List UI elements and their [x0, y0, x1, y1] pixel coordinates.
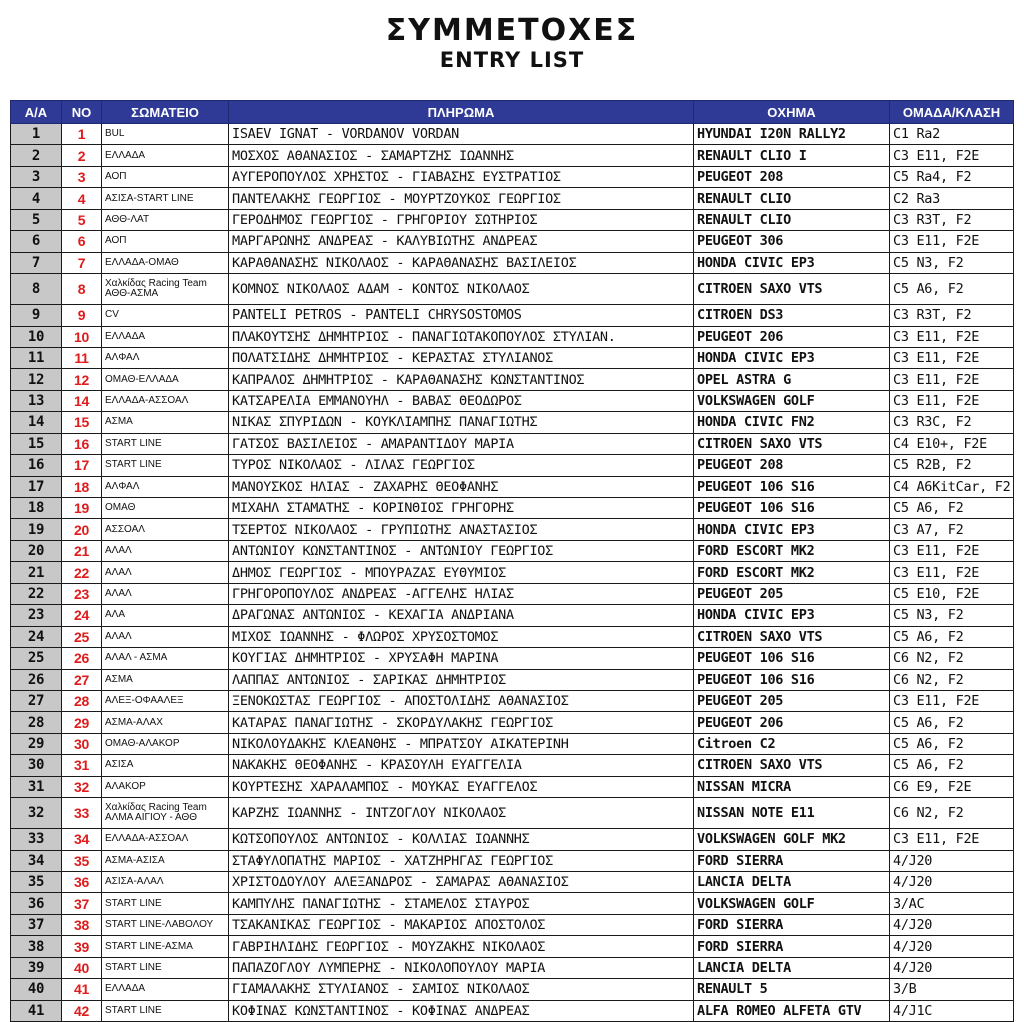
entry-club: ΑΣΣΟΑΛ — [102, 519, 229, 540]
entry-class: C3 E11, F2E — [890, 326, 1014, 347]
entry-number: 34 — [62, 829, 102, 850]
column-header-aa: Α/Α — [11, 101, 62, 124]
entry-class: 4/J20 — [890, 957, 1014, 978]
entry-class: C5 A6, F2 — [890, 626, 1014, 647]
table-row — [11, 979, 1014, 1000]
entry-number: 16 — [62, 433, 102, 454]
entry-club: ΑΛΑΛ — [102, 540, 229, 561]
table-row — [11, 850, 1014, 871]
entry-crew: ΤΣΑΚΑΝΙΚΑΣ ΓΕΩΡΓΙΟΣ - ΜΑΚΑΡΙΟΣ ΑΠΟΣΤΟΛΟΣ — [229, 914, 694, 935]
entry-number: 17 — [62, 455, 102, 476]
entry-club: ΑΛΦΑΛ — [102, 347, 229, 368]
entry-position: 22 — [11, 583, 62, 604]
entry-class: C3 E11, F2E — [890, 369, 1014, 390]
entry-class: 4/J20 — [890, 872, 1014, 893]
entry-position: 7 — [11, 252, 62, 273]
entry-number: 3 — [62, 166, 102, 187]
entry-club: ΕΛΛΑΔΑ-ΑΣΣΟΑΛ — [102, 829, 229, 850]
entry-position: 3 — [11, 166, 62, 187]
entry-car: OPEL ASTRA G — [694, 369, 890, 390]
entry-number: 32 — [62, 776, 102, 797]
entry-club: START LINE — [102, 433, 229, 454]
entry-club: ΑΟΠ — [102, 231, 229, 252]
entry-car: RENAULT 5 — [694, 979, 890, 1000]
entry-car: PEUGEOT 205 — [694, 690, 890, 711]
entry-club: Χαλκίδας Racing Team ΑΛΜΑ ΑΙΓΙΟΥ - ΑΘΘ — [102, 798, 229, 829]
entry-car: RENAULT CLIO I — [694, 145, 890, 166]
entry-position: 4 — [11, 188, 62, 209]
entry-car: CITROEN SAXO VTS — [694, 274, 890, 305]
entry-number: 26 — [62, 648, 102, 669]
table-row — [11, 893, 1014, 914]
entry-car: FORD ESCORT MK2 — [694, 562, 890, 583]
entry-club: ΑΣΜΑ-ΑΛΑΧ — [102, 712, 229, 733]
entry-crew: ΠΑΝΤΕΛΑΚΗΣ ΓΕΩΡΓΙΟΣ - ΜΟΥΡΤΖΟΥΚΟΣ ΓΕΩΡΓΙΟΣ — [229, 188, 694, 209]
entry-crew: ΠΑΠΑΖΟΓΛΟΥ ΛΥΜΠΕΡΗΣ - ΝΙΚΟΛΟΠΟΥΛΟΥ ΜΑΡΙΑ — [229, 957, 694, 978]
entry-crew: ΧΡΙΣΤΟΔΟΥΛΟΥ ΑΛΕΞΑΝΔΡΟΣ - ΣΑΜΑΡΑΣ ΑΘΑΝΑΣΙΟΣ — [229, 872, 694, 893]
entry-position: 8 — [11, 274, 62, 305]
entry-position: 17 — [11, 476, 62, 497]
entry-club: ΟΜΑΘ-ΑΛΑΚΟΡ — [102, 733, 229, 754]
entry-club: ΕΛΛΑΔΑ-ΑΣΣΟΑΛ — [102, 390, 229, 411]
entry-car: PEUGEOT 106 S16 — [694, 648, 890, 669]
entry-car: HONDA CIVIC EP3 — [694, 347, 890, 368]
entry-class: C5 A6, F2 — [890, 274, 1014, 305]
entry-crew: PANTELI PETROS - PANTELI CHRYSOSTOMOS — [229, 305, 694, 326]
table-row — [11, 433, 1014, 454]
entry-number: 25 — [62, 626, 102, 647]
entry-position: 20 — [11, 540, 62, 561]
entry-crew: ΑΥΓΕΡΟΠΟΥΛΟΣ ΧΡΗΣΤΟΣ - ΓΙΑΒΑΣΗΣ ΕΥΣΤΡΑΤΙΟΣ — [229, 166, 694, 187]
entry-club: ΕΛΛΑΔΑ — [102, 979, 229, 1000]
entry-crew: ΣΤΑΦΥΛΟΠΑΤΗΣ ΜΑΡΙΟΣ - ΧΑΤΖΗΡΗΓΑΣ ΓΕΩΡΓΙΟΣ — [229, 850, 694, 871]
table-row — [11, 648, 1014, 669]
table-row — [11, 626, 1014, 647]
entry-number: 14 — [62, 390, 102, 411]
column-header-car: ΟΧΗΜΑ — [694, 101, 890, 124]
entry-position: 25 — [11, 648, 62, 669]
entry-crew: ΚΑΜΠΥΛΗΣ ΠΑΝΑΓΙΩΤΗΣ - ΣΤΑΜΕΛΟΣ ΣΤΑΥΡΟΣ — [229, 893, 694, 914]
entry-position: 32 — [11, 798, 62, 829]
entry-car: FORD SIERRA — [694, 936, 890, 957]
table-row — [11, 476, 1014, 497]
entry-position: 21 — [11, 562, 62, 583]
table-row — [11, 540, 1014, 561]
entry-crew: ΜΑΡΓΑΡΩΝΗΣ ΑΝΔΡΕΑΣ - ΚΑΛΥΒΙΩΤΗΣ ΑΝΔΡΕΑΣ — [229, 231, 694, 252]
entry-number: 18 — [62, 476, 102, 497]
title-block — [0, 14, 1024, 72]
table-row — [11, 519, 1014, 540]
table-row — [11, 326, 1014, 347]
entry-club: ΑΣΙΣΑ-ΑΛΑΛ — [102, 872, 229, 893]
entry-car: PEUGEOT 106 S16 — [694, 498, 890, 519]
table-row — [11, 914, 1014, 935]
entry-position: 6 — [11, 231, 62, 252]
entry-crew: ISAEV IGNAT - VORDANOV VORDAN — [229, 124, 694, 145]
entry-position: 30 — [11, 755, 62, 776]
entry-class: C5 A6, F2 — [890, 733, 1014, 754]
entry-position: 23 — [11, 605, 62, 626]
entry-number: 6 — [62, 231, 102, 252]
table-row — [11, 369, 1014, 390]
entry-position: 1 — [11, 124, 62, 145]
entry-car: LANCIA DELTA — [694, 872, 890, 893]
entry-class: C1 Ra2 — [890, 124, 1014, 145]
entry-class: C5 N3, F2 — [890, 252, 1014, 273]
entry-crew: ΝΑΚΑΚΗΣ ΘΕΟΦΑΝΗΣ - ΚΡΑΣΟΥΛΗ ΕΥΑΓΓΕΛΙΑ — [229, 755, 694, 776]
entry-number: 9 — [62, 305, 102, 326]
entry-position: 5 — [11, 209, 62, 230]
entry-club: START LINE — [102, 1000, 229, 1021]
entry-club: ΑΛΑΛ — [102, 626, 229, 647]
entry-crew: ΓΕΡΟΔΗΜΟΣ ΓΕΩΡΓΙΟΣ - ΓΡΗΓΟΡΙΟΥ ΣΩΤΗΡΙΟΣ — [229, 209, 694, 230]
table-row — [11, 776, 1014, 797]
entry-position: 38 — [11, 936, 62, 957]
entry-club: ΑΛΕΞ-ΟΦΑΑΛΕΞ — [102, 690, 229, 711]
entry-class: C3 E11, F2E — [890, 390, 1014, 411]
entry-car: CITROEN SAXO VTS — [694, 626, 890, 647]
entry-car: FORD ESCORT MK2 — [694, 540, 890, 561]
table-body — [11, 124, 1014, 1022]
entry-position: 13 — [11, 390, 62, 411]
entry-club: START LINE — [102, 957, 229, 978]
entry-number: 42 — [62, 1000, 102, 1021]
entry-crew: ΠΟΛΑΤΣΙΔΗΣ ΔΗΜΗΤΡΙΟΣ - ΚΕΡΑΣΤΑΣ ΣΤΥΛΙΑΝΟΣ — [229, 347, 694, 368]
table-row — [11, 124, 1014, 145]
entry-class: C5 A6, F2 — [890, 498, 1014, 519]
column-header-no: NO — [62, 101, 102, 124]
entry-position: 2 — [11, 145, 62, 166]
entry-number: 28 — [62, 690, 102, 711]
entry-position: 19 — [11, 519, 62, 540]
entry-crew: ΜΟΣΧΟΣ ΑΘΑΝΑΣΙΟΣ - ΣΑΜΑΡΤΖΗΣ ΙΩΑΝΝΗΣ — [229, 145, 694, 166]
entry-club: ΑΣΜΑ — [102, 669, 229, 690]
entry-crew: ΓΙΑΜΑΛΑΚΗΣ ΣΤΥΛΙΑΝΟΣ - ΣΑΜΙΟΣ ΝΙΚΟΛΑΟΣ — [229, 979, 694, 1000]
entry-car: FORD SIERRA — [694, 914, 890, 935]
entry-crew: ΚΟΜΝΟΣ ΝΙΚΟΛΑΟΣ ΑΔΑΜ - ΚΟΝΤΟΣ ΝΙΚΟΛΑΟΣ — [229, 274, 694, 305]
entry-club: ΑΣΜΑ-ΑΣΙΣΑ — [102, 850, 229, 871]
entry-car: HONDA CIVIC EP3 — [694, 605, 890, 626]
entry-number: 20 — [62, 519, 102, 540]
entry-number: 2 — [62, 145, 102, 166]
entry-number: 33 — [62, 798, 102, 829]
entry-number: 8 — [62, 274, 102, 305]
entry-crew: ΚΑΡΑΘΑΝΑΣΗΣ ΝΙΚΟΛΑΟΣ - ΚΑΡΑΘΑΝΑΣΗΣ ΒΑΣΙΛΕΙΟΣ — [229, 252, 694, 273]
entry-car: VOLKSWAGEN GOLF — [694, 893, 890, 914]
page-subtitle: ENTRY LIST — [439, 48, 585, 72]
entry-position: 10 — [11, 326, 62, 347]
entry-crew: ΚΩΤΣΟΠΟΥΛΟΣ ΑΝΤΩΝΙΟΣ - ΚΟΛΛΙΑΣ ΙΩΑΝΝΗΣ — [229, 829, 694, 850]
entry-car: FORD SIERRA — [694, 850, 890, 871]
entry-position: 11 — [11, 347, 62, 368]
entry-position: 33 — [11, 829, 62, 850]
entry-position: 18 — [11, 498, 62, 519]
entry-club: ΑΛΑΛ - ΑΣΜΑ — [102, 648, 229, 669]
table-row — [11, 690, 1014, 711]
entry-crew: ΝΙΚΑΣ ΣΠΥΡΙΔΩΝ - ΚΟΥΚΛΙΑΜΠΗΣ ΠΑΝΑΓΙΩΤΗΣ — [229, 412, 694, 433]
entry-class: C5 Ra4, F2 — [890, 166, 1014, 187]
entry-car: PEUGEOT 106 S16 — [694, 476, 890, 497]
entry-crew: ΔΡΑΓΩΝΑΣ ΑΝΤΩΝΙΟΣ - ΚΕΧΑΓΙΑ ΑΝΔΡΙΑΝΑ — [229, 605, 694, 626]
entry-list-table — [10, 100, 1014, 1022]
entry-car: PEUGEOT 306 — [694, 231, 890, 252]
entry-crew: ΠΛΑΚΟΥΤΣΗΣ ΔΗΜΗΤΡΙΟΣ - ΠΑΝΑΓΙΩΤΑΚΟΠΟΥΛΟΣ ΣΤΥΛΙΑΝ. — [229, 326, 694, 347]
entry-class: C3 R3T, F2 — [890, 305, 1014, 326]
entry-club: ΑΣΙΣΑ-START LINE — [102, 188, 229, 209]
entry-number: 12 — [62, 369, 102, 390]
table-row — [11, 347, 1014, 368]
entry-car: HONDA CIVIC EP3 — [694, 252, 890, 273]
table-row — [11, 712, 1014, 733]
entry-class: 4/J1C — [890, 1000, 1014, 1021]
entry-crew: ΚΟΥΓΙΑΣ ΔΗΜΗΤΡΙΟΣ - ΧΡΥΣΑΦΗ ΜΑΡΙΝΑ — [229, 648, 694, 669]
entry-class: C2 Ra3 — [890, 188, 1014, 209]
entry-club: ΑΣΙΣΑ — [102, 755, 229, 776]
entry-class: C3 R3T, F2 — [890, 209, 1014, 230]
entry-number: 41 — [62, 979, 102, 1000]
entry-class: C3 E11, F2E — [890, 347, 1014, 368]
entry-number: 37 — [62, 893, 102, 914]
table-row — [11, 188, 1014, 209]
table-row — [11, 231, 1014, 252]
entry-car: PEUGEOT 206 — [694, 712, 890, 733]
entry-club: ΑΛΦΑΛ — [102, 476, 229, 497]
entry-club: ΑΟΠ — [102, 166, 229, 187]
entry-crew: ΓΑΤΣΟΣ ΒΑΣΙΛΕΙΟΣ - ΑΜΑΡΑΝΤΙΔΟΥ ΜΑΡΙΑ — [229, 433, 694, 454]
entry-position: 31 — [11, 776, 62, 797]
table-row — [11, 166, 1014, 187]
entry-number: 19 — [62, 498, 102, 519]
entry-number: 11 — [62, 347, 102, 368]
entry-car: VOLKSWAGEN GOLF MK2 — [694, 829, 890, 850]
entry-number: 29 — [62, 712, 102, 733]
entry-club: START LINE-ΛΑΒΟΛΟΥ — [102, 914, 229, 935]
entry-class: C3 E11, F2E — [890, 562, 1014, 583]
entry-crew: ΜΑΝΟΥΣΚΟΣ ΗΛΙΑΣ - ΖΑΧΑΡΗΣ ΘΕΟΦΑΝΗΣ — [229, 476, 694, 497]
column-header-club: ΣΩΜΑΤΕΙΟ — [102, 101, 229, 124]
entry-class: 4/J20 — [890, 914, 1014, 935]
entry-crew: ΚΟΥΡΤΕΣΗΣ ΧΑΡΑΛΑΜΠΟΣ - ΜΟΥΚΑΣ ΕΥΑΓΓΕΛΟΣ — [229, 776, 694, 797]
entry-position: 37 — [11, 914, 62, 935]
entry-class: C3 E11, F2E — [890, 145, 1014, 166]
table-row — [11, 455, 1014, 476]
table-row — [11, 305, 1014, 326]
entry-number: 24 — [62, 605, 102, 626]
entry-car: LANCIA DELTA — [694, 957, 890, 978]
table-row — [11, 1000, 1014, 1021]
table-row — [11, 957, 1014, 978]
entry-class: C5 R2B, F2 — [890, 455, 1014, 476]
entry-class: C5 E10, F2E — [890, 583, 1014, 604]
entry-club: ΟΜΑΘ — [102, 498, 229, 519]
entry-crew: ΜΙΧΑΗΛ ΣΤΑΜΑΤΗΣ - ΚΟΡΙΝΘΙΟΣ ΓΡΗΓΟΡΗΣ — [229, 498, 694, 519]
entry-club: START LINE-ΑΣΜΑ — [102, 936, 229, 957]
entry-position: 40 — [11, 979, 62, 1000]
entry-number: 23 — [62, 583, 102, 604]
entry-crew: ΑΝΤΩΝΙΟΥ ΚΩΝΣΤΑΝΤΙΝΟΣ - ΑΝΤΩΝΙΟΥ ΓΕΩΡΓΙΟΣ — [229, 540, 694, 561]
entry-number: 7 — [62, 252, 102, 273]
entry-class: C5 A6, F2 — [890, 712, 1014, 733]
entry-number: 39 — [62, 936, 102, 957]
entry-club: ΑΘΘ-ΛΑΤ — [102, 209, 229, 230]
entry-car: CITROEN SAXO VTS — [694, 755, 890, 776]
entry-club: ΕΛΛΑΔΑ-ΟΜΑΘ — [102, 252, 229, 273]
entry-class: C4 A6KitCar, F2 — [890, 476, 1014, 497]
table-row — [11, 274, 1014, 305]
entry-car: CITROEN SAXO VTS — [694, 433, 890, 454]
entry-number: 15 — [62, 412, 102, 433]
entry-crew: ΜΙΧΟΣ ΙΩΑΝΝΗΣ - ΦΛΩΡΟΣ ΧΡΥΣΟΣΤΟΜΟΣ — [229, 626, 694, 647]
table-header-row — [11, 101, 1014, 124]
entry-class: 4/J20 — [890, 850, 1014, 871]
entry-position: 27 — [11, 690, 62, 711]
entry-car: NISSAN MICRA — [694, 776, 890, 797]
entry-car: PEUGEOT 208 — [694, 455, 890, 476]
entry-class: 4/J20 — [890, 936, 1014, 957]
entry-car: PEUGEOT 205 — [694, 583, 890, 604]
entry-crew: ΚΟΦΙΝΑΣ ΚΩΝΣΤΑΝΤΙΝΟΣ - ΚΟΦΙΝΑΣ ΑΝΔΡΕΑΣ — [229, 1000, 694, 1021]
entry-position: 24 — [11, 626, 62, 647]
entry-number: 21 — [62, 540, 102, 561]
entry-class: C3 E11, F2E — [890, 540, 1014, 561]
entry-crew: ΤΥΡΟΣ ΝΙΚΟΛΑΟΣ - ΛΙΛΑΣ ΓΕΩΡΓΙΟΣ — [229, 455, 694, 476]
entry-crew: ΚΑΤΑΡΑΣ ΠΑΝΑΓΙΩΤΗΣ - ΣΚΟΡΔΥΛΑΚΗΣ ΓΕΩΡΓΙΟΣ — [229, 712, 694, 733]
entry-crew: ΚΑΡΖΗΣ ΙΩΑΝΝΗΣ - ΙΝΤΖΟΓΛΟΥ ΝΙΚΟΛΑΟΣ — [229, 798, 694, 829]
entry-number: 5 — [62, 209, 102, 230]
entry-club: ΕΛΛΑΔΑ — [102, 326, 229, 347]
entry-number: 36 — [62, 872, 102, 893]
table-row — [11, 583, 1014, 604]
entry-number: 40 — [62, 957, 102, 978]
table-row — [11, 562, 1014, 583]
entry-car: CITROEN DS3 — [694, 305, 890, 326]
entry-class: 3/B — [890, 979, 1014, 1000]
entry-position: 39 — [11, 957, 62, 978]
table-row — [11, 798, 1014, 829]
entry-number: 27 — [62, 669, 102, 690]
entry-class: C3 A7, F2 — [890, 519, 1014, 540]
entry-class: C6 N2, F2 — [890, 798, 1014, 829]
entry-club: ΕΛΛΑΔΑ — [102, 145, 229, 166]
entry-number: 35 — [62, 850, 102, 871]
entry-position: 26 — [11, 669, 62, 690]
entry-number: 1 — [62, 124, 102, 145]
table-row — [11, 145, 1014, 166]
entry-class: C3 E11, F2E — [890, 690, 1014, 711]
entry-crew: ΓΑΒΡΙΗΛΙΔΗΣ ΓΕΩΡΓΙΟΣ - ΜΟΥΖΑΚΗΣ ΝΙΚΟΛΑΟΣ — [229, 936, 694, 957]
entry-position: 35 — [11, 872, 62, 893]
entry-class: C5 N3, F2 — [890, 605, 1014, 626]
table-row — [11, 605, 1014, 626]
table-row — [11, 252, 1014, 273]
entry-position: 9 — [11, 305, 62, 326]
entry-class: C6 E9, F2E — [890, 776, 1014, 797]
entry-club: ΑΛΑΛ — [102, 583, 229, 604]
entry-crew: ΝΙΚΟΛΟΥΔΑΚΗΣ ΚΛΕΑΝΘΗΣ - ΜΠΡΑΤΣΟΥ ΑΙΚΑΤΕΡΙΝΗ — [229, 733, 694, 754]
entry-car: VOLKSWAGEN GOLF — [694, 390, 890, 411]
entry-number: 10 — [62, 326, 102, 347]
entry-crew: ΓΡΗΓΟΡΟΠΟΥΛΟΣ ΑΝΔΡΕΑΣ -ΑΓΓΕΛΗΣ ΗΛΙΑΣ — [229, 583, 694, 604]
entry-position: 36 — [11, 893, 62, 914]
entry-class: 3/AC — [890, 893, 1014, 914]
entry-position: 15 — [11, 433, 62, 454]
table-row — [11, 209, 1014, 230]
entry-crew: ΚΑΤΣΑΡΕΛΙΑ ΕΜΜΑΝΟΥΗΛ - ΒΑΒΑΣ ΘΕΟΔΩΡΟΣ — [229, 390, 694, 411]
entry-club: ΑΛΑΚΟΡ — [102, 776, 229, 797]
table-row — [11, 936, 1014, 957]
entry-crew: ΞΕΝΟΚΩΣΤΑΣ ΓΕΩΡΓΙΟΣ - ΑΠΟΣΤΟΛΙΔΗΣ ΑΘΑΝΑΣΙΟΣ — [229, 690, 694, 711]
column-header-crew: ΠΛΗΡΩΜΑ — [229, 101, 694, 124]
entry-club: Χαλκίδας Racing Team ΑΘΘ-ΑΣΜΑ — [102, 274, 229, 305]
column-header-class: ΟΜΑΔΑ/ΚΛΑΣΗ — [890, 101, 1014, 124]
entry-class: C6 N2, F2 — [890, 669, 1014, 690]
entry-number: 22 — [62, 562, 102, 583]
entry-club: CV — [102, 305, 229, 326]
entry-car: PEUGEOT 208 — [694, 166, 890, 187]
table-row — [11, 498, 1014, 519]
entry-position: 28 — [11, 712, 62, 733]
entry-class: C3 E11, F2E — [890, 829, 1014, 850]
entry-crew: ΤΣΕΡΤΟΣ ΝΙΚΟΛΑΟΣ - ΓΡΥΠΙΩΤΗΣ ΑΝΑΣΤΑΣΙΟΣ — [229, 519, 694, 540]
entry-class: C4 E10+, F2E — [890, 433, 1014, 454]
table-row — [11, 872, 1014, 893]
entry-club: START LINE — [102, 455, 229, 476]
entry-club: ΟΜΑΘ-ΕΛΛΑΔΑ — [102, 369, 229, 390]
entry-position: 41 — [11, 1000, 62, 1021]
entry-club: START LINE — [102, 893, 229, 914]
entry-car: PEUGEOT 106 S16 — [694, 669, 890, 690]
table-row — [11, 390, 1014, 411]
table-row — [11, 669, 1014, 690]
entry-number: 4 — [62, 188, 102, 209]
entry-car: HYUNDAI I20N RALLY2 — [694, 124, 890, 145]
entry-club: ΑΛΑΛ — [102, 562, 229, 583]
entry-club: ΑΛΑ — [102, 605, 229, 626]
entry-club: ΑΣΜΑ — [102, 412, 229, 433]
entry-crew: ΔΗΜΟΣ ΓΕΩΡΓΙΟΣ - ΜΠΟΥΡΑΖΑΣ ΕΥΘΥΜΙΟΣ — [229, 562, 694, 583]
entry-number: 31 — [62, 755, 102, 776]
table-row — [11, 755, 1014, 776]
entry-position: 14 — [11, 412, 62, 433]
entry-number: 38 — [62, 914, 102, 935]
entry-crew: ΛΑΠΠΑΣ ΑΝΤΩΝΙΟΣ - ΣΑΡΙΚΑΣ ΔΗΜΗΤΡΙΟΣ — [229, 669, 694, 690]
entry-class: C5 A6, F2 — [890, 755, 1014, 776]
entry-class: C3 R3C, F2 — [890, 412, 1014, 433]
entry-car: HONDA CIVIC FN2 — [694, 412, 890, 433]
table-row — [11, 733, 1014, 754]
entry-car: ALFA ROMEO ALFETA GTV — [694, 1000, 890, 1021]
page-title: ΣΥΜΜΕΤΟΧΕΣ — [385, 13, 639, 48]
entry-number: 30 — [62, 733, 102, 754]
entry-position: 29 — [11, 733, 62, 754]
table-row — [11, 829, 1014, 850]
entry-car: Citroen C2 — [694, 733, 890, 754]
table-row — [11, 412, 1014, 433]
entry-car: NISSAN NOTE E11 — [694, 798, 890, 829]
entry-position: 12 — [11, 369, 62, 390]
entry-car: RENAULT CLIO — [694, 209, 890, 230]
entry-crew: ΚΑΠΡΑΛΟΣ ΔΗΜΗΤΡΙΟΣ - ΚΑΡΑΘΑΝΑΣΗΣ ΚΩΝΣΤΑΝΤΙΝΟΣ — [229, 369, 694, 390]
entry-car: HONDA CIVIC EP3 — [694, 519, 890, 540]
entry-class: C3 E11, F2E — [890, 231, 1014, 252]
entry-car: RENAULT CLIO — [694, 188, 890, 209]
entry-class: C6 N2, F2 — [890, 648, 1014, 669]
entry-position: 16 — [11, 455, 62, 476]
entry-car: PEUGEOT 206 — [694, 326, 890, 347]
entry-position: 34 — [11, 850, 62, 871]
entry-club: BUL — [102, 124, 229, 145]
